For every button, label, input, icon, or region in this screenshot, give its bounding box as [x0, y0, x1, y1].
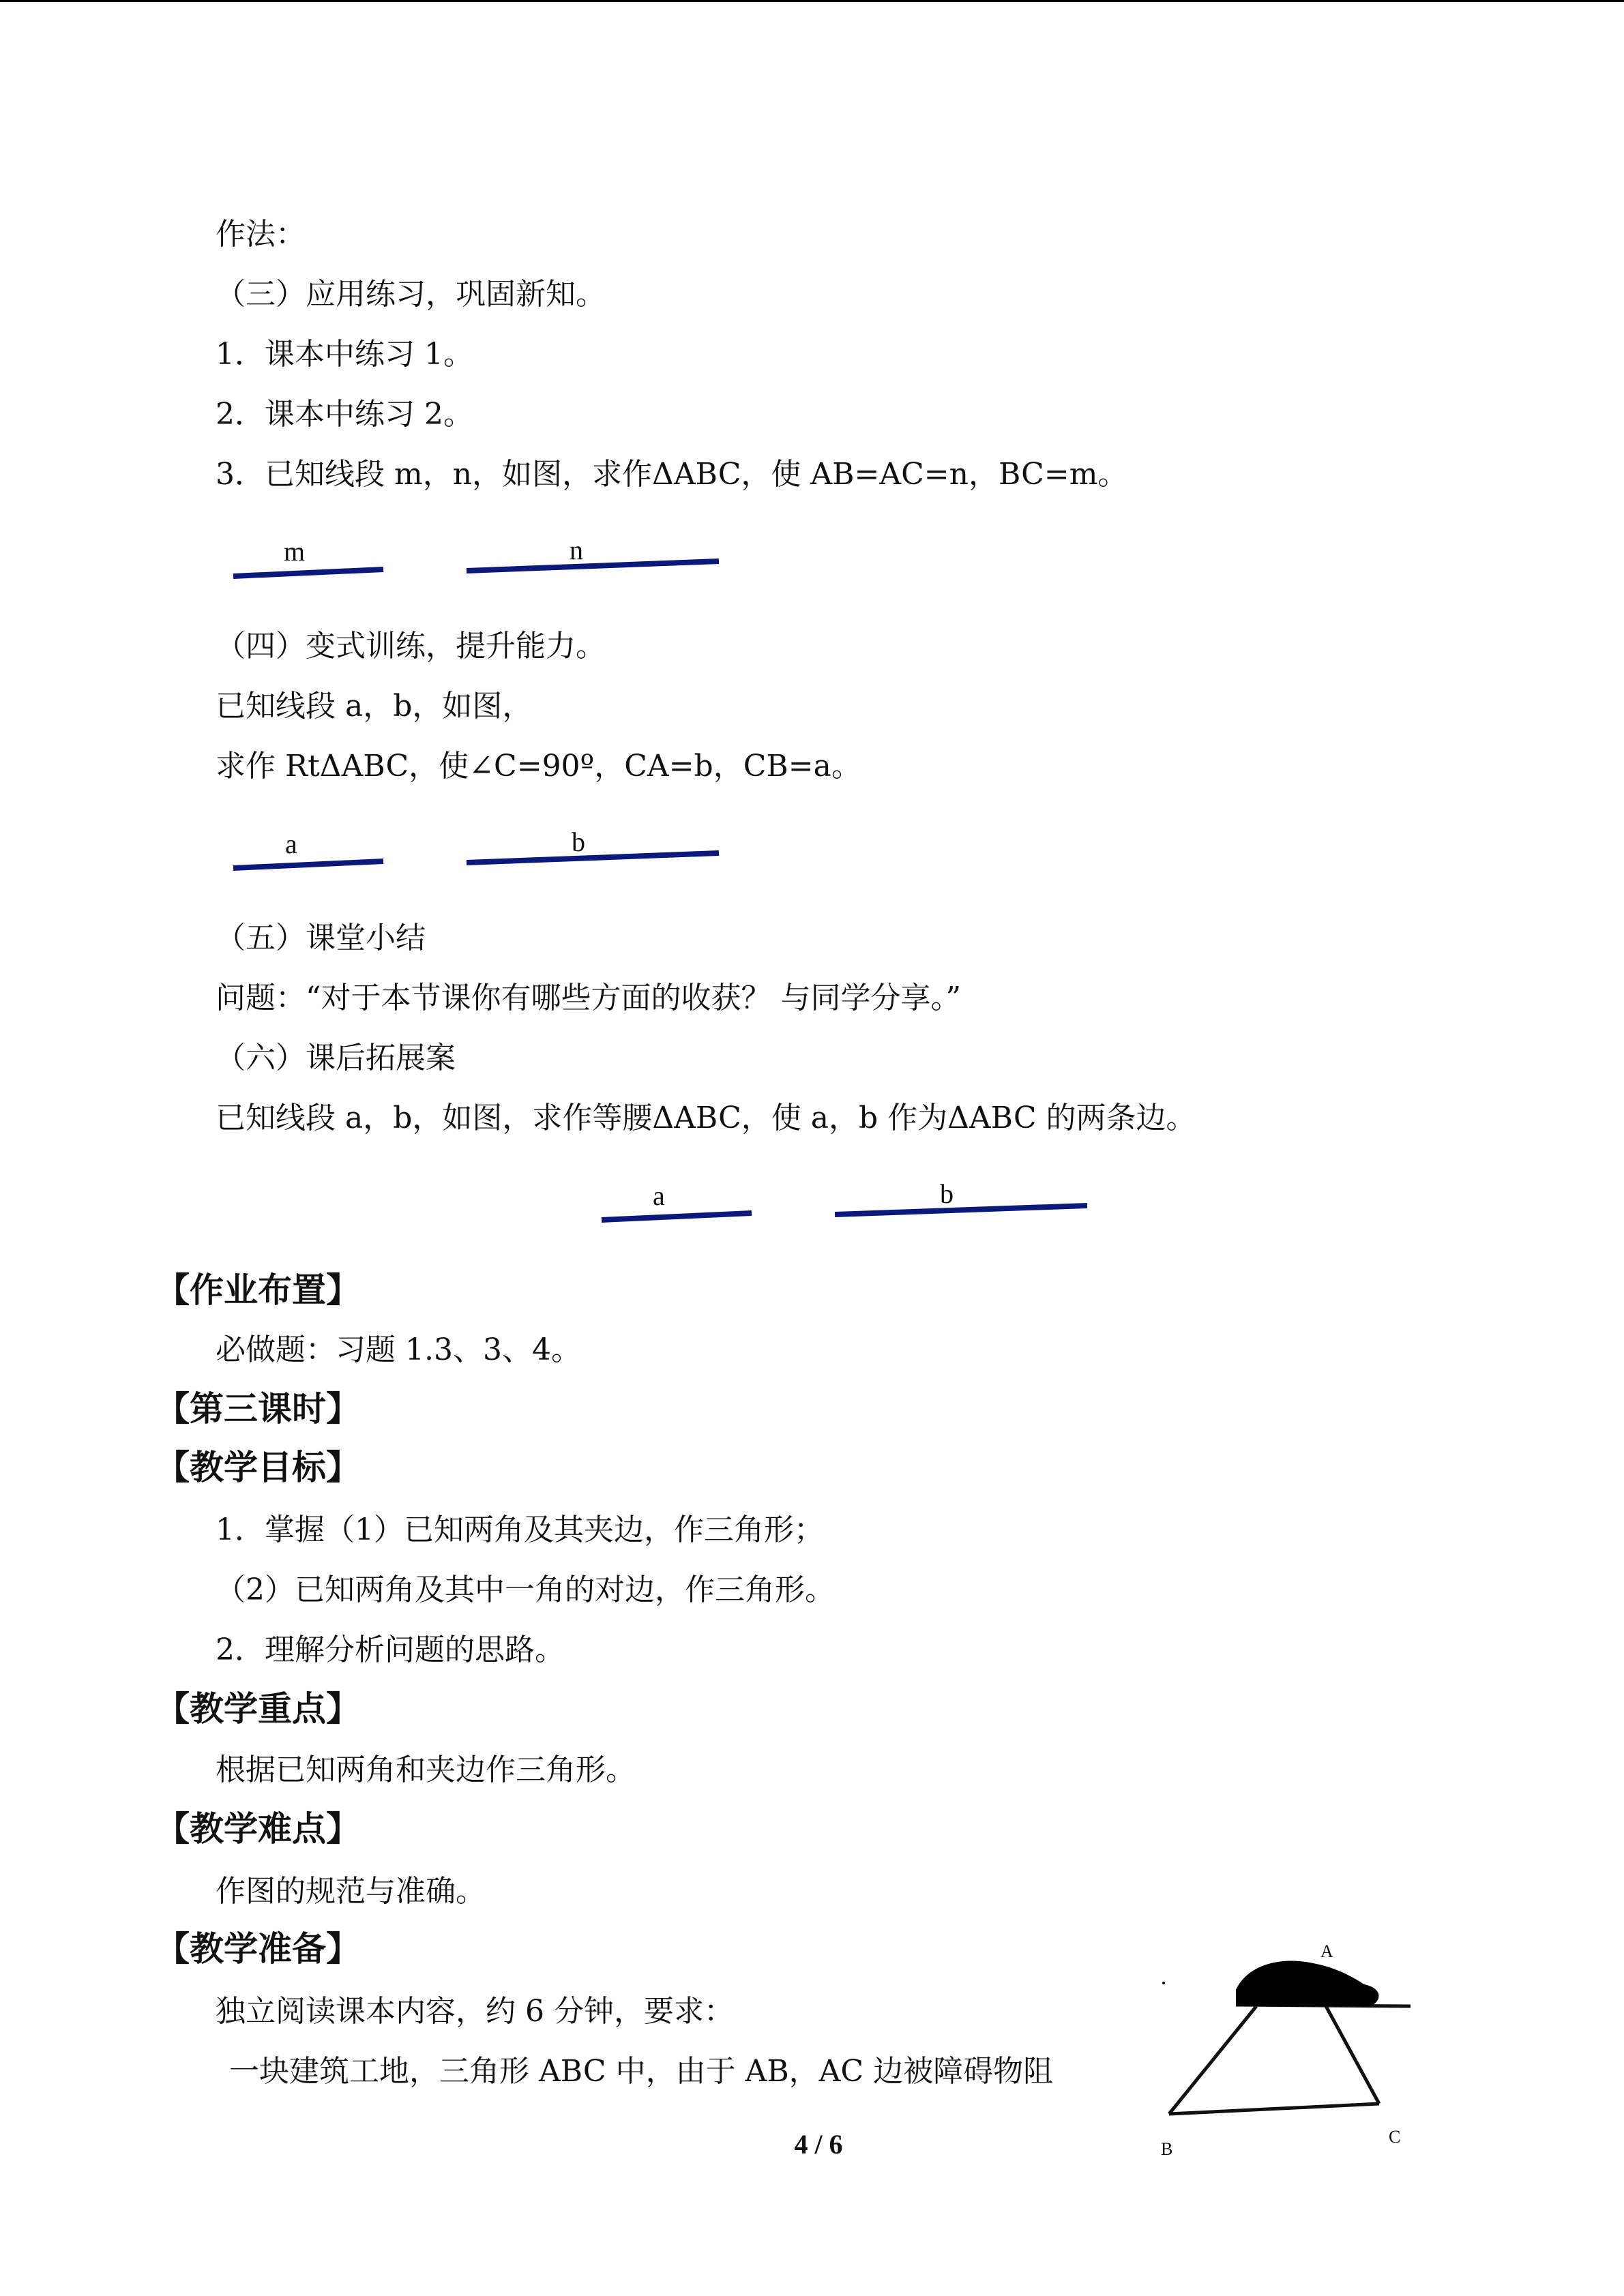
heading-homework: 【作业布置】 [156, 1270, 360, 1310]
goal-item-1: 1．掌握（1）已知两角及其夹边，作三角形； [216, 1512, 824, 1547]
exercise-item-2: 2．课本中练习 2。 [216, 397, 473, 432]
vertex-c-label: C [1389, 2127, 1401, 2147]
heading-key-points: 【教学重点】 [156, 1689, 360, 1729]
segment-a-label: a [285, 829, 297, 859]
section-three-title: （三）应用练习，巩固新知。 [216, 277, 606, 312]
difficulty-text: 作图的规范与准确。 [216, 1874, 486, 1909]
segment-m [233, 569, 383, 576]
segment-b-extension-label: b [940, 1178, 954, 1209]
exercise-item-1: 1．课本中练习 1。 [216, 337, 473, 372]
summary-question: 问题：“对于本节课你有哪些方面的收获？ 与同学分享。” [216, 981, 961, 1015]
heading-teaching-goals: 【教学目标】 [156, 1448, 360, 1487]
segment-a-extension [602, 1213, 752, 1220]
extension-task: 已知线段 a，b，如图，求作等腰ΔABC，使 a，b 作为ΔABC 的两条边。 [216, 1101, 1196, 1135]
stray-mark [1162, 1982, 1165, 1984]
goal-item-1-part-2: （2）已知两角及其中一角的对边，作三角形。 [216, 1572, 835, 1607]
variant-given: 已知线段 a，b，如图， [216, 689, 533, 724]
segment-a-extension-label: a [653, 1180, 665, 1211]
heading-preparation: 【教学准备】 [156, 1929, 360, 1969]
side-ab [1169, 2006, 1256, 2114]
heading-difficulties: 【教学难点】 [156, 1809, 360, 1849]
vertex-b-label: B [1161, 2139, 1173, 2159]
page-number: 4 / 6 [794, 2129, 843, 2160]
homework-required: 必做题：习题 1.3、3、4。 [216, 1332, 581, 1367]
segment-n-label: n [570, 535, 583, 565]
side-ac [1326, 2006, 1379, 2104]
vertex-a-label: A [1320, 1941, 1333, 1961]
exercise-item-3: 3．已知线段 m，n，如图，求作ΔABC，使 AB=AC=n，BC=m。 [216, 457, 1128, 492]
heading-third-lesson: 【第三课时】 [156, 1389, 360, 1429]
construction-site-text: 一块建筑工地，三角形 ABC 中，由于 AB，AC 边被障碍物阻 [229, 2054, 1054, 2089]
segment-a [233, 861, 383, 868]
goal-item-2: 2．理解分析问题的思路。 [216, 1632, 565, 1667]
segment-b [467, 853, 719, 863]
section-five-title: （五）课堂小结 [216, 921, 426, 955]
variant-task: 求作 RtΔABC，使∠C=90º，CA=b，CB=a。 [216, 749, 861, 784]
segment-m-label: m [284, 536, 306, 567]
key-point-text: 根据已知两角和夹边作三角形。 [216, 1753, 636, 1787]
segment-n [467, 561, 719, 571]
side-bc [1169, 2104, 1379, 2114]
text-line-zuofa: 作法： [216, 217, 306, 252]
section-six-title: （六）课后拓展案 [216, 1041, 456, 1075]
section-four-title: （四）变式训练，提升能力。 [216, 629, 606, 664]
obstacle-blot [1236, 1961, 1378, 2006]
segment-b-label: b [572, 826, 585, 857]
preparation-text: 独立阅读课本内容，约 6 分钟，要求： [216, 1994, 734, 2029]
segment-b-extension [835, 1206, 1087, 1214]
